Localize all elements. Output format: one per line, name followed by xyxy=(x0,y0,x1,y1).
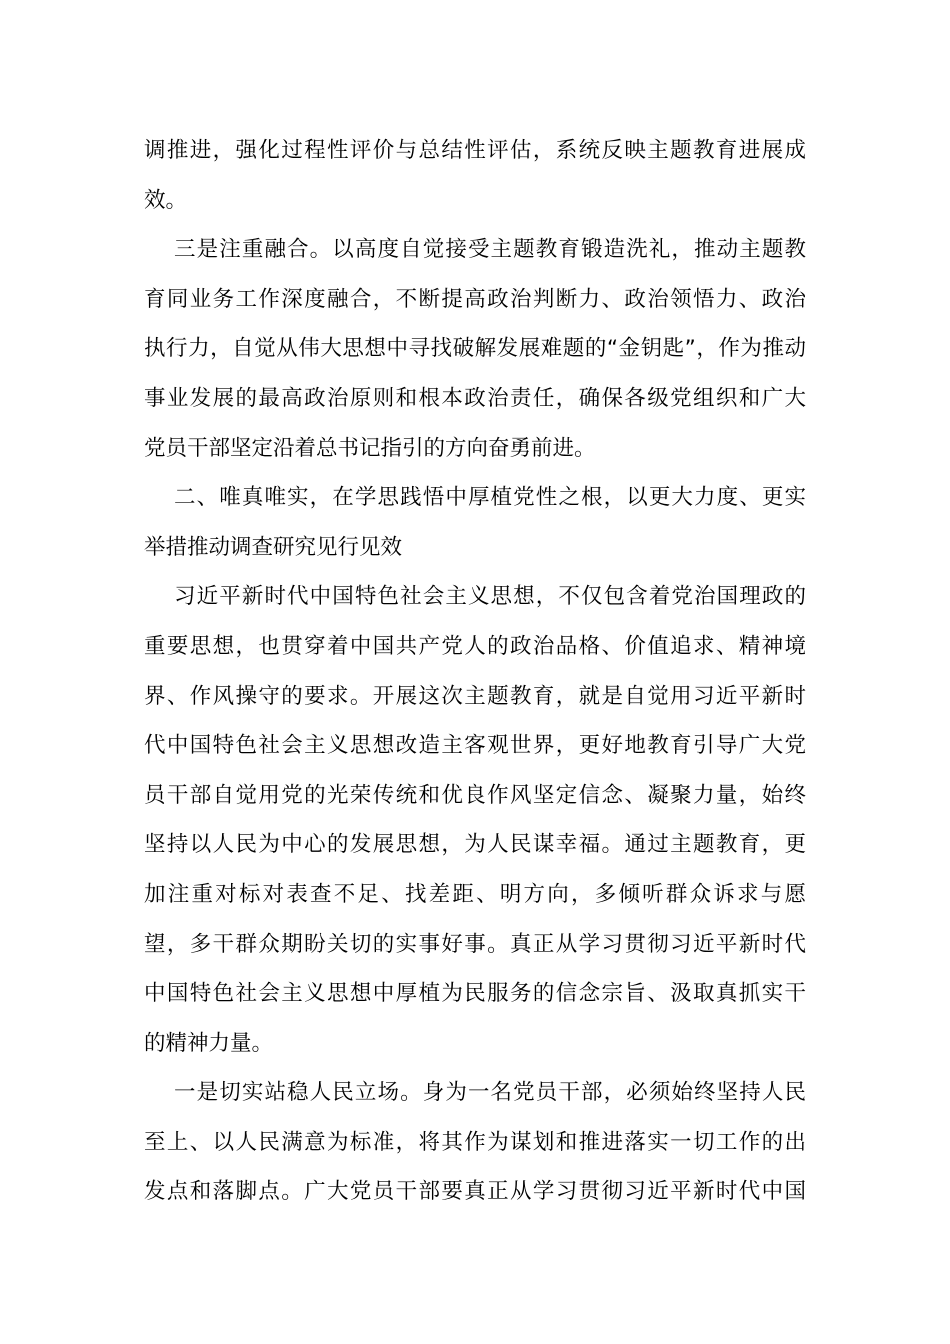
paragraph xyxy=(144,225,806,473)
text-line: 重要思想，也贯穿着中国共产党人的政治品格、价值追求、精神境 xyxy=(144,633,806,659)
paragraph xyxy=(144,572,806,1068)
paragraph xyxy=(144,1068,806,1217)
text-line: 习近平新时代中国特色社会主义思想，不仅包含着党治国理政的 xyxy=(174,584,806,610)
text-line: 员干部自觉用党的光荣传统和优良作风坚定信念、凝聚力量，始终 xyxy=(144,782,806,808)
text-line: 三是注重融合。以高度自觉接受主题教育锻造洗礼，推动主题教 xyxy=(174,237,806,263)
text-line: 举措推动调查研究见行见效 xyxy=(144,534,403,560)
text-line: 发点和落脚点。广大党员干部要真正从学习贯彻习近平新时代中国 xyxy=(144,1179,806,1205)
text-line: 一是切实站稳人民立场。身为一名党员干部，必须始终坚持人民 xyxy=(174,1080,806,1106)
section-heading xyxy=(144,473,806,572)
text-line: 党员干部坚定沿着总书记指引的方向奋勇前进。 xyxy=(144,435,596,461)
text-line: 效。 xyxy=(144,187,188,213)
document-body xyxy=(144,126,806,1217)
text-line: 二、唯真唯实，在学思践悟中厚植党性之根，以更大力度、更实 xyxy=(174,485,806,511)
text-line: 育同业务工作深度融合，不断提高政治判断力、政治领悟力、政治 xyxy=(144,286,806,312)
text-line: 调推进，强化过程性评价与总结性评估，系统反映主题教育进展成 xyxy=(144,138,806,163)
paragraph xyxy=(144,126,806,225)
text-line: 界、作风操守的要求。开展这次主题教育，就是自觉用习近平新时 xyxy=(144,683,806,709)
text-line: 的精神力量。 xyxy=(144,1030,274,1056)
text-line: 代中国特色社会主义思想改造主客观世界，更好地教育引导广大党 xyxy=(144,733,806,759)
text-line: 加注重对标对表查不足、找差距、明方向，多倾听群众诉求与愿 xyxy=(144,881,806,907)
text-line: 至上、以人民满意为标准，将其作为谋划和推进落实一切工作的出 xyxy=(144,1129,806,1155)
text-line: 望，多干群众期盼关切的实事好事。真正从学习贯彻习近平新时代 xyxy=(144,931,806,957)
text-line: 中国特色社会主义思想中厚植为民服务的信念宗旨、汲取真抓实干 xyxy=(144,981,806,1007)
text-line: 事业发展的最高政治原则和根本政治责任，确保各级党组织和广大 xyxy=(144,385,806,411)
text-line: 坚持以人民为中心的发展思想，为人民谋幸福。通过主题教育，更 xyxy=(144,832,806,858)
text-line: 执行力，自觉从伟大思想中寻找破解发展难题的“金钥匙”，作为推动 xyxy=(144,336,806,362)
